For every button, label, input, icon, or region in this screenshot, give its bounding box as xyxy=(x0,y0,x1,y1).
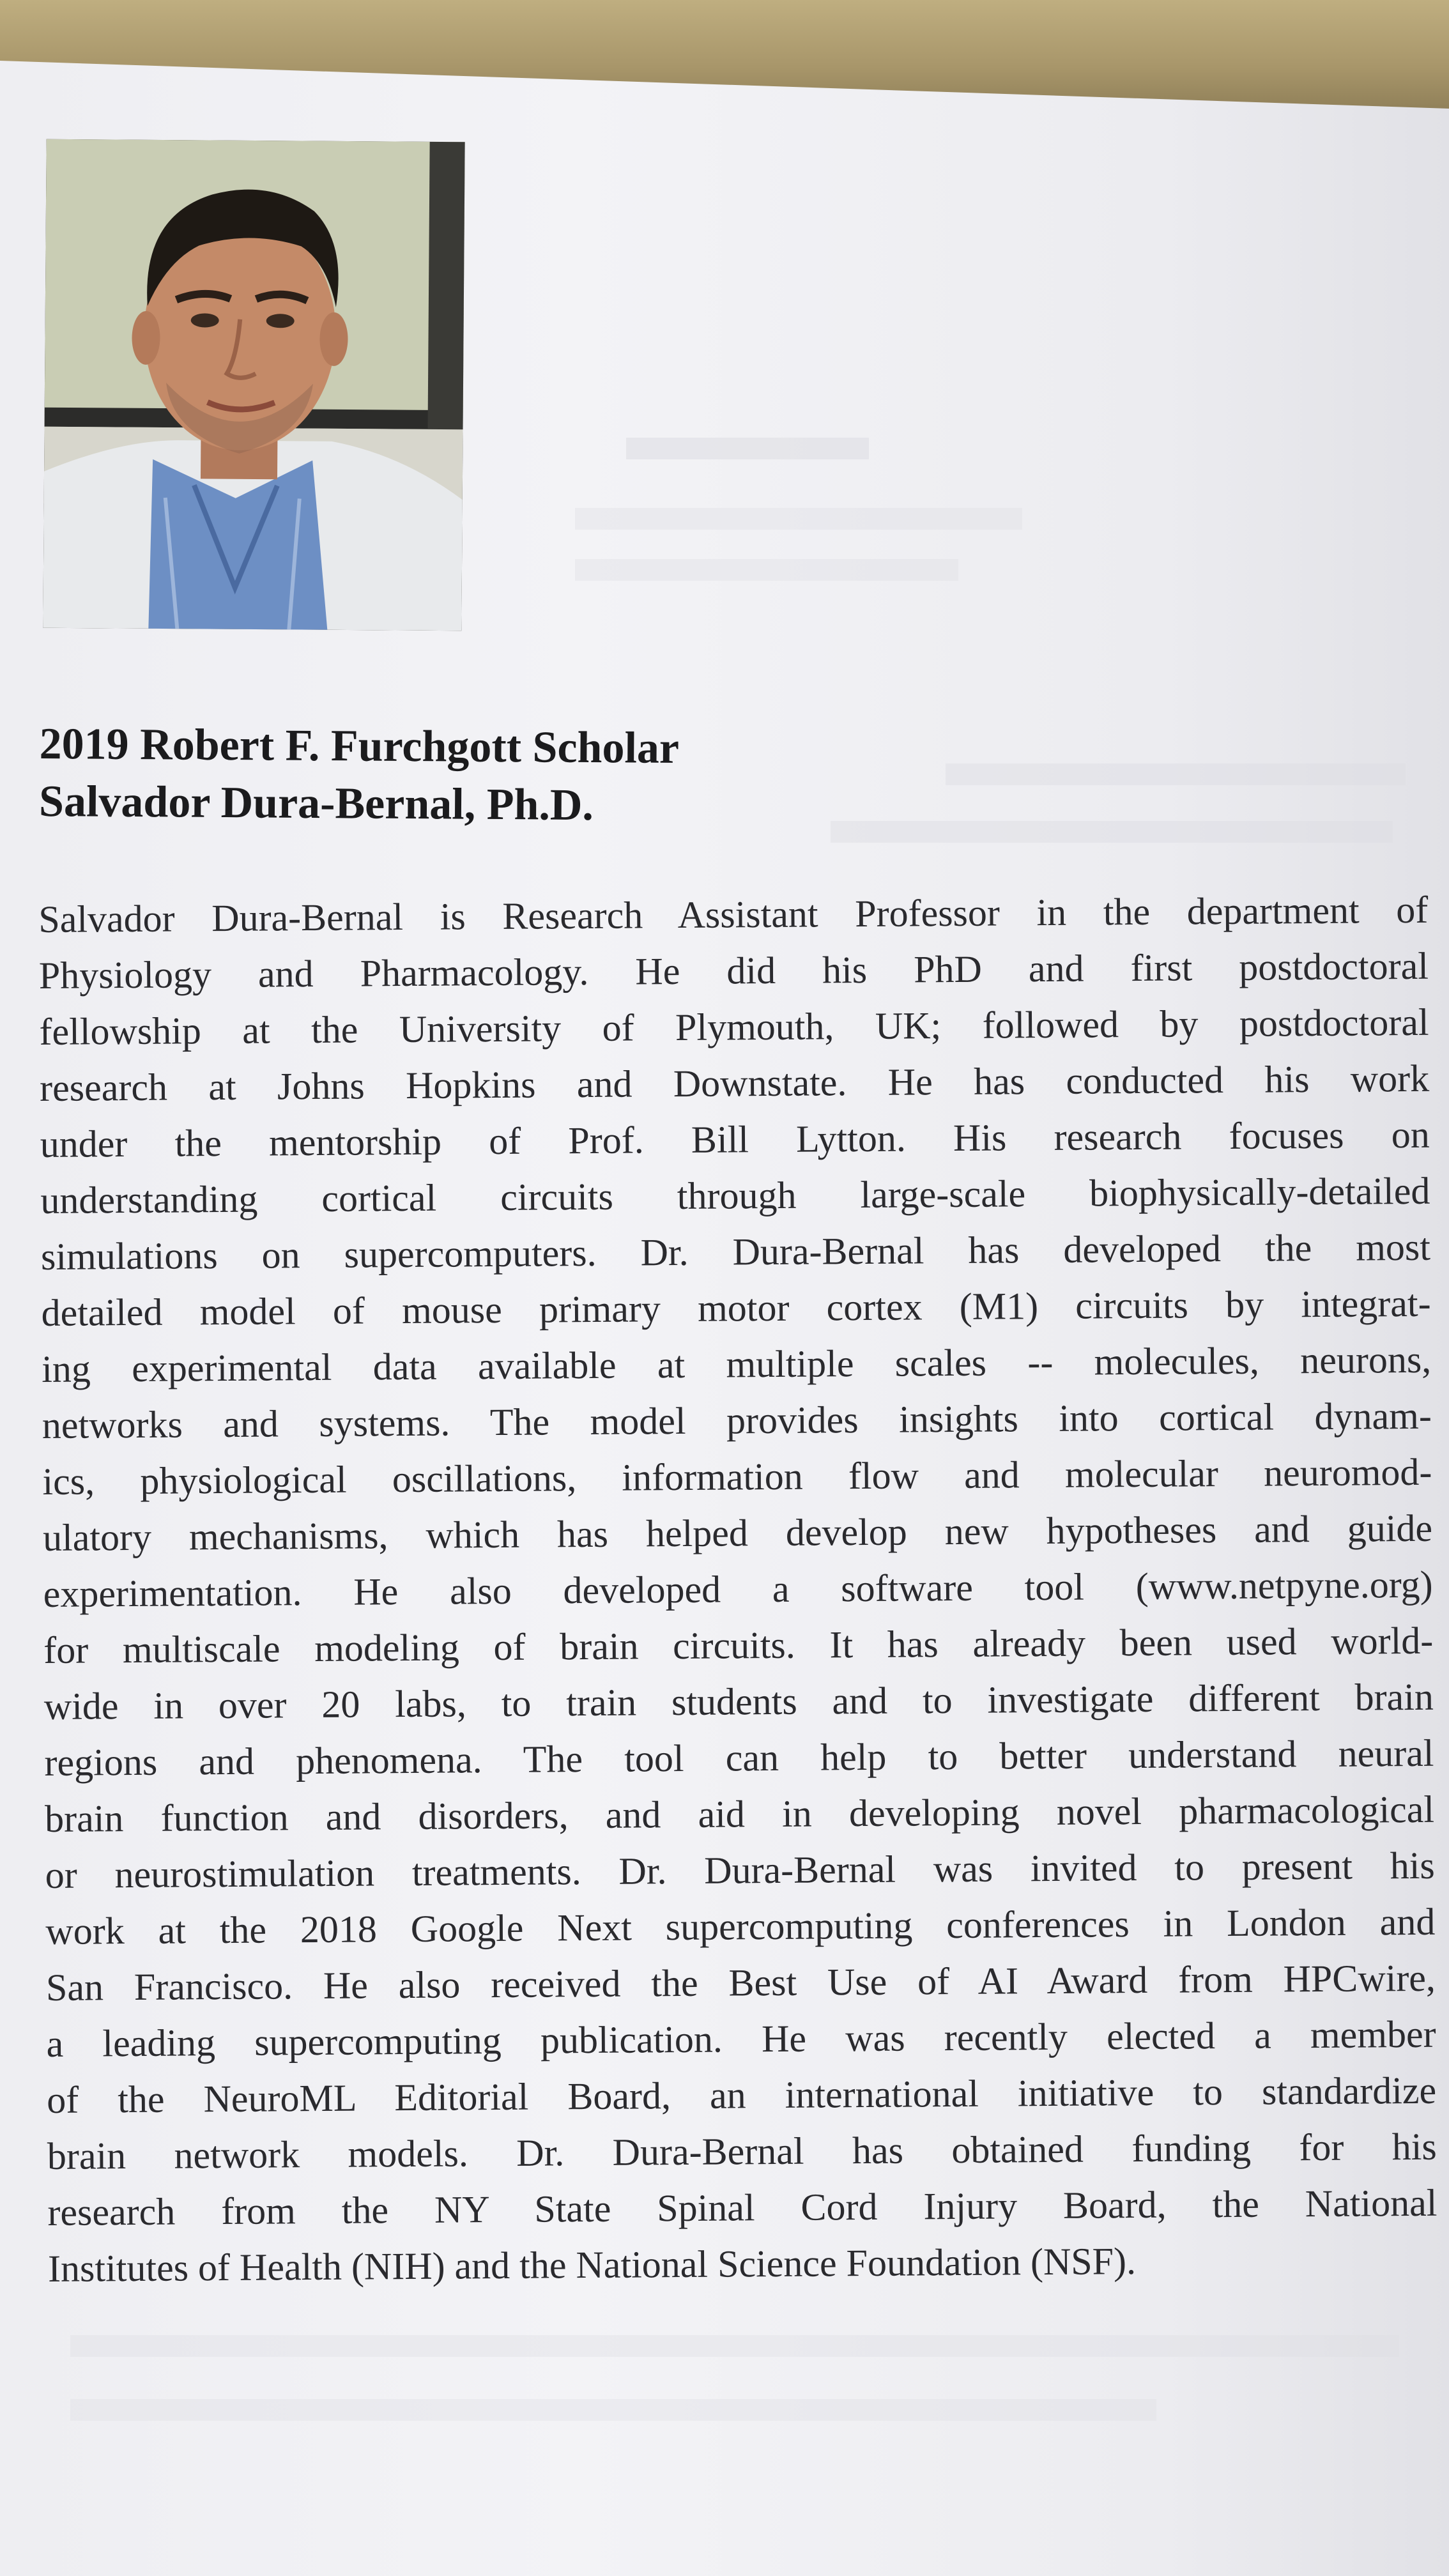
bio-line: for multiscale modeling of brain circuits. It has already been used world- xyxy=(43,1619,1434,1671)
show-through-mark xyxy=(575,559,958,581)
show-through-mark xyxy=(626,438,869,459)
award-title: 2019 Robert F. Furchgott Scholar xyxy=(39,719,680,773)
bio-line: ulatory mechanisms, which has helped develop new hypotheses and guide xyxy=(42,1506,1433,1559)
bio-line: or neurostimulation treatments. Dr. Dura-Bernal was invited to present his xyxy=(45,1844,1435,1896)
bio-line: brain function and disorders, and aid in developing novel pharmacological xyxy=(44,1788,1435,1840)
show-through-mark xyxy=(831,821,1393,843)
show-through-mark xyxy=(70,2335,1399,2357)
biography xyxy=(38,882,1438,2297)
bio-line: ing experimental data available at multiple scales -- molecules, neurons, xyxy=(41,1338,1432,1390)
show-through-mark xyxy=(946,763,1406,785)
bio-line: brain network models. Dr. Dura-Bernal has obtained funding for his xyxy=(47,2125,1438,2177)
bio-line: research at Johns Hopkins and Downstate. He has conducted his work xyxy=(39,1057,1430,1109)
bio-line: Salvador Dura-Bernal is Research Assistant Professor in the department of xyxy=(38,888,1429,940)
bio-line: ics, physiological oscillations, information flow and molecular neuromod- xyxy=(42,1450,1432,1503)
show-through-mark xyxy=(575,508,1022,530)
portrait-photo xyxy=(43,139,464,631)
bio-line: Institutes of Health (NIH) and the National Science Foundation (NSF). xyxy=(47,2240,1137,2290)
bio-line: wide in over 20 labs, to train students and to investigate different brain xyxy=(43,1675,1434,1728)
bio-line: simulations on supercomputers. Dr. Dura-Bernal has developed the most xyxy=(40,1225,1431,1278)
person-name: Salvador Dura-Bernal, Ph.D. xyxy=(38,776,594,831)
bio-line: experimentation. He also developed a software tool (www.netpyne.org) xyxy=(43,1563,1433,1615)
bio-line: Physiology and Pharmacology. He did his PhD and first postdoctoral xyxy=(38,944,1429,997)
bio-line: networks and systems. The model provides insights into cortical dynam- xyxy=(42,1394,1432,1446)
bio-line: San Francisco. He also received the Best Use of AI Award from HPCwire, xyxy=(45,1956,1436,2009)
bio-line: under the mentorship of Prof. Bill Lytton. His research focuses on xyxy=(40,1113,1430,1165)
portrait-image xyxy=(43,139,464,631)
bio-line: regions and phenomena. The tool can help to better understand neural xyxy=(44,1731,1434,1784)
bio-line: research from the NY State Spinal Cord Injury Board, the National xyxy=(47,2181,1438,2234)
bio-line: of the NeuroML Editorial Board, an international initiative to standardize xyxy=(46,2069,1437,2121)
bio-line: a leading supercomputing publication. He was recently elected a member xyxy=(46,2012,1436,2065)
bio-line: work at the 2018 Google Next supercomputing conferences in London and xyxy=(45,1900,1436,1952)
bio-line: understanding cortical circuits through large-scale biophysically-detailed xyxy=(40,1169,1430,1222)
bio-line: detailed model of mouse primary motor cortex (M1) circuits by integrat- xyxy=(41,1282,1431,1334)
profile-heading xyxy=(39,716,680,835)
bio-line: fellowship at the University of Plymouth, UK; followed by postdoctoral xyxy=(39,1000,1429,1053)
show-through-mark xyxy=(70,2399,1156,2421)
